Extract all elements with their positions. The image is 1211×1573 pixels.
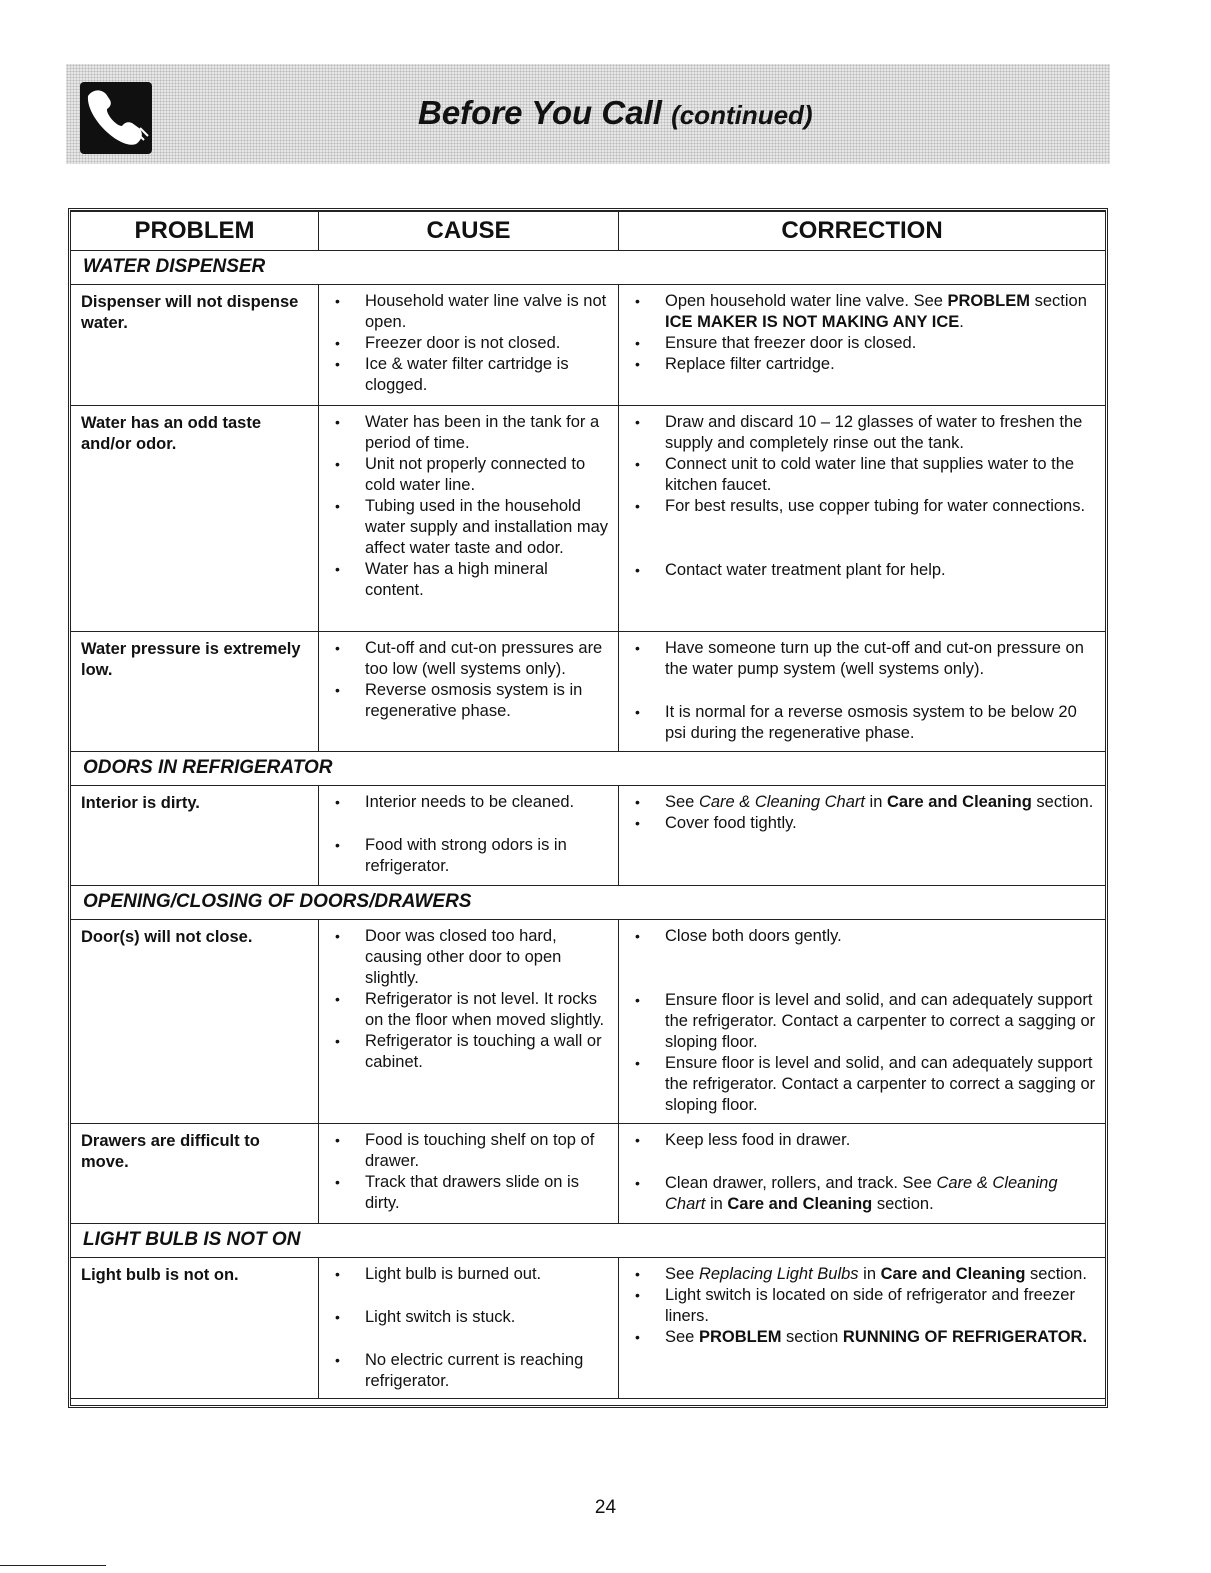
cause-cell	[319, 632, 619, 752]
correction-cell	[619, 1124, 1106, 1224]
table-row	[71, 1258, 1106, 1399]
cause-item: • Water has a high mineral content.	[329, 559, 610, 601]
cause-item: • Ice & water filter cartridge is clogged.	[329, 354, 610, 396]
section-title: ODORS IN REFRIGERATOR	[71, 752, 1106, 786]
title-main: Before You Call	[418, 94, 662, 131]
correction-cell	[619, 1258, 1106, 1399]
header-row	[71, 212, 1106, 251]
correction-item: • Ensure floor is level and solid, and can adequately support the refrigerator. Contact a carpenter to correct a sagging or sloping floor.	[629, 990, 1097, 1053]
cause-item: • Light bulb is burned out.	[329, 1264, 610, 1285]
footer-rule	[0, 1565, 106, 1566]
cause-item: • Tubing used in the household water supply and installation may affect water taste and odor.	[329, 496, 610, 559]
correction-item: • Ensure floor is level and solid, and can adequately support the refrigerator. Contact a carpenter to correct a sagging or sloping floor.	[629, 1053, 1097, 1116]
correction-item: • Open household water line valve. See PROBLEM section ICE MAKER IS NOT MAKING ANY ICE.	[629, 291, 1097, 333]
correction-item: • Ensure that freezer door is closed.	[629, 333, 1097, 354]
header-correction: CORRECTION	[619, 212, 1106, 251]
correction-cell	[619, 285, 1106, 406]
correction-item: • Close both doors gently.	[629, 926, 1097, 947]
header-problem: PROBLEM	[71, 212, 319, 251]
problem-cell: Dispenser will not dispense water.	[71, 285, 319, 406]
table-row	[71, 632, 1106, 752]
cause-cell	[319, 786, 619, 886]
correction-cell	[619, 786, 1106, 886]
correction-cell	[619, 920, 1106, 1124]
cause-item: • Door was closed too hard, causing other door to open slightly.	[329, 926, 610, 989]
correction-item: • Have someone turn up the cut-off and cut-on pressure on the water pump system (well systems only).	[629, 638, 1097, 680]
section-title: LIGHT BULB IS NOT ON	[71, 1224, 1106, 1258]
correction-item: • Cover food tightly.	[629, 813, 1097, 834]
cause-item: • Track that drawers slide on is dirty.	[329, 1172, 610, 1214]
cause-item: • Unit not properly connected to cold water line.	[329, 454, 610, 496]
correction-cell	[619, 406, 1106, 632]
correction-item: • Clean drawer, rollers, and track. See Care & Cleaning Chart in Care and Cleaning section.	[629, 1173, 1097, 1215]
correction-item: • See Replacing Light Bulbs in Care and Cleaning section.	[629, 1264, 1097, 1285]
correction-item: • See PROBLEM section RUNNING OF REFRIGERATOR.	[629, 1327, 1097, 1348]
correction-item: • See Care & Cleaning Chart in Care and Cleaning section.	[629, 792, 1097, 813]
troubleshooting-table	[70, 211, 1106, 1399]
table-row	[71, 406, 1106, 632]
section-title: OPENING/CLOSING OF DOORS/DRAWERS	[71, 886, 1106, 920]
correction-item: • Keep less food in drawer.	[629, 1130, 1097, 1151]
problem-cell: Water pressure is extremely low.	[71, 632, 319, 752]
section-row	[71, 1224, 1106, 1258]
correction-item: • Draw and discard 10 – 12 glasses of water to freshen the supply and completely rinse out the tank.	[629, 412, 1097, 454]
cause-item: • Light switch is stuck.	[329, 1307, 610, 1328]
header-cause: CAUSE	[319, 212, 619, 251]
cause-item: • Refrigerator is touching a wall or cabinet.	[329, 1031, 610, 1073]
section-row	[71, 886, 1106, 920]
correction-cell	[619, 632, 1106, 752]
correction-item: • Light switch is located on side of refrigerator and freezer liners.	[629, 1285, 1097, 1327]
cause-item: • Cut-off and cut-on pressures are too low (well systems only).	[329, 638, 610, 680]
page-banner	[66, 64, 1110, 164]
cause-item: • Household water line valve is not open.	[329, 291, 610, 333]
cause-item: • Freezer door is not closed.	[329, 333, 610, 354]
page-title	[418, 94, 813, 132]
table-row	[71, 1124, 1106, 1224]
cause-item: • Refrigerator is not level. It rocks on the floor when moved slightly.	[329, 989, 610, 1031]
table-row	[71, 786, 1106, 886]
cause-item: • No electric current is reaching refrigerator.	[329, 1350, 610, 1392]
correction-item: • Contact water treatment plant for help.	[629, 560, 1097, 581]
phone-handset-icon	[80, 82, 152, 154]
problem-cell: Interior is dirty.	[71, 786, 319, 886]
table-row	[71, 920, 1106, 1124]
section-row	[71, 251, 1106, 285]
table-row	[71, 285, 1106, 406]
cause-cell	[319, 285, 619, 406]
problem-cell: Door(s) will not close.	[71, 920, 319, 1124]
cause-item: • Food is touching shelf on top of drawer.	[329, 1130, 610, 1172]
section-row	[71, 752, 1106, 786]
cause-item: • Reverse osmosis system is in regenerative phase.	[329, 680, 610, 722]
cause-cell	[319, 406, 619, 632]
cause-item: • Food with strong odors is in refrigerator.	[329, 835, 610, 877]
cause-cell	[319, 1258, 619, 1399]
page-number: 24	[594, 1497, 617, 1518]
problem-cell: Drawers are difficult to move.	[71, 1124, 319, 1224]
cause-item: • Water has been in the tank for a period of time.	[329, 412, 610, 454]
cause-item: • Interior needs to be cleaned.	[329, 792, 610, 813]
correction-item: • It is normal for a reverse osmosis system to be below 20 psi during the regenerative phase.	[629, 702, 1097, 744]
correction-item: • For best results, use copper tubing for water connections.	[629, 496, 1097, 517]
title-sub: (continued)	[671, 100, 813, 130]
problem-cell: Water has an odd taste and/or odor.	[71, 406, 319, 632]
section-title: WATER DISPENSER	[71, 251, 1106, 285]
cause-cell	[319, 920, 619, 1124]
correction-item: • Connect unit to cold water line that supplies water to the kitchen faucet.	[629, 454, 1097, 496]
problem-cell: Light bulb is not on.	[71, 1258, 319, 1399]
cause-cell	[319, 1124, 619, 1224]
correction-item: • Replace filter cartridge.	[629, 354, 1097, 375]
